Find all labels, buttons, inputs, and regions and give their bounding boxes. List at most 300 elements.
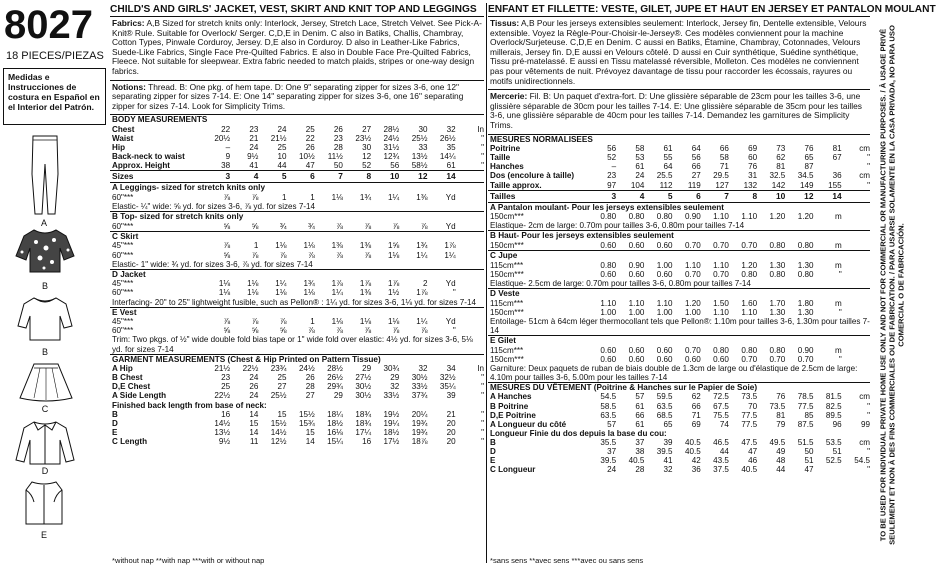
notion-note: Elastic- ¼" wide: ⅝ yd. for sizes 3-6, ⅞ yd. for sizes 7-14 [112, 202, 316, 212]
cell-value: 21 [446, 409, 456, 419]
english-column [110, 3, 484, 565]
size-value: 10 [757, 190, 785, 202]
cell-value: m [834, 345, 842, 355]
garment-measurement-row [110, 364, 484, 373]
column-divider [486, 3, 487, 563]
cell-value: 1⅞ [388, 279, 400, 289]
size-value: 12 [399, 171, 427, 183]
cell-value: 58 [635, 144, 645, 154]
cell-value: 52 [362, 161, 372, 171]
cell-value: 32½ [439, 373, 456, 383]
cell-value: " [867, 401, 870, 411]
cell-value: 41 [663, 456, 673, 466]
finished-length-row [488, 447, 870, 456]
cell-value: ¾ [279, 221, 287, 231]
cell-value: 40.5 [741, 465, 758, 475]
cell-value: 23 [249, 124, 259, 134]
yardage-row [110, 251, 484, 260]
cell-value: 1¾ [416, 241, 428, 251]
cell-value: 0.60 [600, 345, 617, 355]
cell-value: 1.00 [656, 307, 673, 317]
cell-value: 127 [715, 180, 729, 190]
row-label: D,E Poitrine [490, 410, 536, 420]
figure-label-d: D [41, 466, 49, 476]
cell-value: " [481, 418, 484, 428]
cell-value: 52.5 [825, 456, 842, 466]
cell-value: 89.5 [825, 410, 842, 420]
cell-value: ⅞ [420, 326, 428, 336]
cell-value: 20 [446, 427, 456, 437]
cell-value: 18½ [327, 418, 343, 428]
yardage-row [488, 261, 870, 270]
view-yardage-heading: C Skirt [110, 231, 484, 242]
english-tables [110, 114, 484, 446]
cell-value: " [481, 436, 484, 446]
cell-value: – [611, 162, 617, 172]
cell-value: In [477, 124, 484, 134]
cell-value: 21½ [270, 134, 287, 144]
cell-value: 13½ [411, 152, 428, 162]
cell-value: 0.80 [797, 269, 814, 279]
cell-value: 22 [221, 124, 231, 134]
cell-value: Yd [445, 317, 456, 327]
cell-value: 1¼ [331, 288, 343, 298]
cell-value: 52 [607, 153, 617, 163]
garment-measurement-row [488, 420, 870, 429]
cell-value: 0.70 [797, 354, 814, 364]
row-label: D [112, 418, 118, 428]
cell-value: 81 [776, 410, 786, 420]
cell-value: 56 [607, 144, 617, 154]
yardage-table [488, 261, 870, 279]
size-value: 5 [644, 190, 672, 202]
cell-value [814, 162, 842, 171]
cell-value: 1⅜ [359, 288, 372, 298]
body-measurements-heading: BODY MEASUREMENTS [110, 114, 484, 125]
cell-value: 32 [663, 465, 673, 475]
cell-value: 56 [691, 153, 701, 163]
cell-value: 66 [719, 144, 729, 154]
view-yardage-heading: E Vest [110, 307, 484, 318]
cell-value: 69 [691, 419, 701, 429]
row-label: 60"*** [112, 193, 134, 202]
cell-value: ⅝ [223, 326, 231, 336]
view-yardage-heading: A Leggings- sized for stretch knits only [112, 183, 266, 193]
sizes-label: Tailles [488, 190, 588, 202]
cell-value: 0.90 [684, 212, 701, 222]
cell-value: 21½ [214, 364, 231, 374]
cell-value: 28½ [383, 124, 400, 134]
jacket-figure [14, 420, 76, 466]
cell-value: 15¼ [327, 436, 343, 446]
cell-value: " [481, 373, 484, 383]
cell-value: 155 [828, 180, 842, 190]
row-label: 45"*** [112, 279, 134, 289]
cell-value: 66 [691, 162, 701, 172]
cell-value: 30½ [411, 373, 428, 383]
cell-value: 87 [804, 162, 814, 172]
cell-value: 61 [446, 161, 456, 171]
finished-length-row [110, 428, 484, 437]
french-nap-legend: *sans sens **avec sens ***avec ou sans sens [490, 556, 644, 565]
cell-value: 23¾ [270, 364, 287, 374]
row-label: Hanches [490, 162, 524, 172]
cell-value: ⅞ [420, 221, 428, 231]
cell-value: ⅝ [279, 326, 287, 336]
cell-value: 44 [719, 447, 729, 457]
cell-value: 33½ [411, 382, 428, 392]
cell-value: ⅞ [223, 317, 231, 327]
cell-value: 0.60 [656, 269, 673, 279]
view-yardage-heading: E Gilet [488, 335, 870, 346]
cell-value: 61 [635, 419, 645, 429]
cell-value: 27 [362, 124, 372, 134]
cell-value: ⅞ [279, 250, 287, 260]
cell-value: 0.60 [628, 354, 645, 364]
cell-value: 15 [277, 409, 287, 419]
row-label: 150cm*** [490, 307, 524, 317]
cell-value: 20 [446, 418, 456, 428]
cell-value: 1⅛ [303, 288, 315, 298]
cell-value: 47 [305, 161, 315, 171]
cell-value: 132 [743, 180, 758, 190]
cell-value: 0.60 [684, 354, 701, 364]
size-value: 3 [202, 171, 230, 183]
cell-value: 0.70 [684, 269, 701, 279]
garment-measurements-table [488, 392, 870, 428]
cell-value: 20¼ [411, 409, 428, 419]
row-label: 60"*** [112, 326, 134, 336]
body-measurement-row [488, 171, 870, 180]
cell-value: Yd [445, 193, 456, 202]
left-panel [0, 0, 108, 571]
cell-value: 1.20 [769, 212, 786, 222]
cell-value: 26 [333, 124, 343, 134]
cell-value: 10½ [298, 152, 315, 162]
cell-value: 18¾ [355, 418, 372, 428]
cell-value: 16 [221, 409, 231, 419]
cell-value: 58.5 [600, 401, 617, 411]
cell-value: 25½ [411, 134, 428, 144]
cell-value: cm [859, 144, 870, 154]
cell-value: 1¾ [359, 193, 372, 202]
cell-value: 65 [663, 419, 673, 429]
cell-value: 24 [249, 373, 259, 383]
cell-value: 14 [249, 427, 259, 437]
cell-value: ⅞ [392, 221, 400, 231]
size-value: 7 [701, 190, 729, 202]
size-value: 4 [616, 190, 644, 202]
cell-value: 30½ [355, 382, 372, 392]
garment-measurements-heading: GARMENT MEASUREMENTS (Chest & Hip Printed on Pattern Tissue) [110, 354, 484, 365]
cell-value: 25.5 [656, 171, 673, 181]
cell-value: 29 [390, 373, 400, 383]
cell-value: 0.60 [656, 345, 673, 355]
row-label: D,E Chest [112, 382, 151, 392]
cell-value: 0.80 [769, 240, 786, 250]
cell-value: 11½ [327, 152, 343, 162]
figure-label-b1: B [41, 281, 48, 291]
cell-value: 0.70 [713, 269, 729, 279]
cell-value: 66 [635, 410, 645, 420]
size-value: 14 [814, 190, 842, 202]
body-measurement-row [488, 162, 870, 171]
row-label: 45"*** [112, 317, 134, 327]
garment-measurement-row [110, 382, 484, 391]
figure-label-a: A [40, 218, 47, 228]
cell-value: 81 [776, 162, 786, 172]
cell-value: ⅝ [251, 221, 259, 231]
spanish-instructions-note: Medidas e Instrucciones de costura en Español en el Interior del Patrón. [3, 68, 106, 125]
finished-length-row [110, 437, 484, 446]
cell-value: 42 [691, 456, 701, 466]
finished-length-table [488, 438, 870, 474]
cell-value: 54.5 [600, 392, 617, 402]
row-label: A Longueur du côté [490, 419, 567, 429]
cell-value: 15 [305, 427, 315, 437]
cell-value: 43.5 [713, 456, 729, 466]
cell-value: 78.5 [797, 392, 814, 402]
cell-value: 142 [771, 180, 786, 190]
cell-value: 1⅞ [416, 288, 428, 298]
notion-note: Elastique- 2.5cm de large: 0.70m pour tailles 3-6, 0.80m pour tailles 7-14 [490, 278, 751, 288]
size-value: 5 [258, 171, 286, 183]
cell-value: 71 [691, 410, 701, 420]
cell-value: 64 [691, 144, 701, 154]
cell-value: 1⅛ [275, 241, 287, 251]
cell-value: 44 [776, 465, 786, 475]
row-label: B Chest [112, 373, 143, 383]
size-value: 7 [315, 171, 343, 183]
yardage-table [488, 241, 870, 250]
cell-value: 26 [305, 373, 315, 383]
cell-value: 34 [446, 364, 456, 374]
english-fabrics: Fabrics: A,B Sized for stretch knits only: Interlock, Jersey, Stretch Lace, Stretch Velvet. See Pick-A-Knit® Rule. Suitable for Overlock/ Serger. C,D,E in Denim. C also in Batiks, Challis, Chambray, Cotton Types, Pinwale Corduroy, Jersey. D,E also in Corduroy. D also in Leather-Like Fabrics, Suede-Like Fabrics, Single Face Pre-Quilted Fabrics. E also in Double Face Pre-Quilted Fabrics, Fleece. Not suitable for sleepwear. Extra fabric needed to match plaids, stripes or one-way design fabrics. [110, 17, 484, 81]
notion-note: Trim: Two pkgs. of ½" wide double fold bias tape or 1" wide fold over elastic: 4½ yd. for sizes 3-6, 5⅛ yd. for sizes 7-14 [112, 335, 473, 354]
cell-value: 0.80 [797, 240, 814, 250]
cell-value: 0.70 [769, 354, 786, 364]
yardage-row [488, 346, 870, 355]
cell-value: 0.80 [600, 212, 617, 222]
cell-value: 1⅞ [359, 279, 372, 289]
pieces-count: 18 PIECES/PIEZAS [6, 50, 104, 62]
body-measurement-row [110, 125, 484, 134]
cell-value: 1⅛ [247, 288, 259, 298]
view-yardage-heading: B Haut- Pour les jerseys extensibles seulement [488, 230, 870, 241]
yardage-table [488, 346, 870, 364]
yardage-table [110, 279, 484, 297]
cell-value: 51.5 [797, 437, 814, 447]
size-value [842, 190, 870, 202]
cell-value: 24 [249, 143, 259, 153]
cell-value: 18¾ [355, 409, 372, 419]
cell-value: In [477, 364, 484, 374]
cell-value: 40.5 [684, 447, 701, 457]
cell-value: ⅞ [307, 250, 315, 260]
row-label: Hip [112, 143, 126, 153]
cell-value: 1.10 [656, 298, 673, 308]
cell-value: 1¼ [416, 317, 428, 327]
cell-value: " [481, 143, 484, 153]
cell-value: 22½ [214, 391, 231, 401]
cell-value: 1.00 [684, 307, 701, 317]
cell-value: 25 [221, 382, 231, 392]
cell-value: 41 [249, 161, 259, 171]
cell-value: 15½ [298, 409, 315, 419]
sizes-table [488, 190, 870, 203]
cell-value: 1⅛ [388, 250, 400, 260]
cell-value: ⅞ [251, 193, 259, 202]
size-value: 3 [588, 190, 616, 202]
cell-value: 74 [719, 419, 729, 429]
cell-value: 85 [804, 410, 814, 420]
cell-value: 62 [776, 153, 786, 163]
cell-value: m [834, 260, 842, 270]
finished-length-heading: Longueur Finie du dos depuis la base du cou: [490, 428, 667, 438]
cell-value: 46 [748, 456, 758, 466]
cell-value: 38 [221, 161, 231, 171]
cell-value: 22½ [242, 364, 259, 374]
cell-value: 22 [305, 134, 315, 144]
cell-value: 24 [249, 391, 259, 401]
cell-value: 1.20 [684, 298, 701, 308]
cell-value: 18¼ [327, 409, 343, 419]
cell-value: 20½ [214, 134, 231, 144]
cell-value: 1½ [388, 288, 400, 298]
cell-value: 104 [630, 180, 645, 190]
size-value: 8 [729, 190, 757, 202]
cell-value: 35¼ [439, 382, 456, 392]
sizes-table [110, 170, 484, 183]
yardage-row [488, 299, 870, 308]
english-title: CHILD'S AND GIRLS' JACKET, VEST, SKIRT AND KNIT TOP AND LEGGINGS [110, 3, 484, 17]
cell-value: 47 [748, 447, 758, 457]
cell-value: 28 [635, 465, 645, 475]
size-value: 8 [343, 171, 371, 183]
cell-value: 0.70 [684, 345, 701, 355]
cell-value: 58 [719, 153, 729, 163]
cell-value: 1.70 [769, 298, 786, 308]
cell-value: 1⅛ [388, 317, 400, 327]
cell-value: 39 [446, 391, 456, 401]
cell-value: 29 [333, 391, 343, 401]
cell-value: " [452, 326, 456, 336]
cell-value: 17¼ [355, 427, 372, 437]
yardage-row [110, 241, 484, 250]
yardage-table [488, 299, 870, 317]
cell-value: 31½ [383, 143, 400, 153]
row-label: C Length [112, 436, 148, 446]
cell-value: " [867, 180, 870, 190]
cell-value: ⅞ [307, 326, 315, 336]
cell-value: 0.80 [713, 345, 729, 355]
view-yardage-heading: A Pantalon moulant- Pour les jerseys extensibles seulement [490, 202, 725, 212]
cell-value: 0.80 [628, 212, 645, 222]
cell-value: 1.20 [741, 260, 758, 270]
cell-value: 0.80 [741, 345, 758, 355]
cell-value: 0.70 [741, 240, 758, 250]
row-label: Approx. Height [112, 161, 171, 171]
cell-value: 0.90 [628, 260, 645, 270]
cell-value: 1⅞ [331, 279, 343, 289]
french-title: ENFANT ET FILLETTE: VESTE, GILET, JUPE ET HAUT EN JERSEY ET PANTALON MOULANT [488, 4, 936, 15]
cell-value: 0.70 [684, 240, 701, 250]
cell-value: 67 [832, 153, 842, 163]
cell-value: 12¾ [383, 152, 400, 162]
notion-note: Interfacing- 20" to 25" lightweight fusible, such as Pellon® : 1¼ yd. for sizes 3-6, 1⅛ yd. for sizes 7-14 [112, 297, 476, 307]
row-label: 115cm*** [490, 298, 524, 308]
cell-value: 73.5 [769, 401, 786, 411]
cell-value: 1¼ [416, 250, 428, 260]
cell-value: 35.5 [600, 437, 617, 447]
cell-value: 39.5 [656, 447, 673, 457]
cell-value: 19¾ [411, 427, 428, 437]
french-fabrics: Tissus: A,B Pour les jerseys extensibles seulement: Interlock, Jersey fin, Dentelle extensible, Velours extensible. Voyez la Règle-Pour-Choisir-le-Jersey®. Ces modèles conviennent pour la machine Overlock/Surjeteuse. C,D,E en Denim. C aussi en Batiks, Étamine, Chambray, Cotonnades, Velours millerais, Jersey fin. D,E aussi en Velours côtelé. D aussi en Cuir synthétique, Suédine synthétique, Tissu pré-matelassé. E aussi en Tissu matelassé réversible, Molleton. Ces modèles ne conviennent pas pour vêtements de nuit. Prévoyez davantage de tissu pour raccorder les écossais, rayures ou motifs unidirectionnels. [488, 17, 870, 90]
cell-value: 1.10 [600, 298, 617, 308]
cell-value: 25 [305, 124, 315, 134]
row-label: Chest [112, 124, 135, 134]
cell-value: ⅞ [251, 250, 259, 260]
yardage-row [110, 279, 484, 288]
garment-measurement-row [110, 373, 484, 382]
cell-value: ⅞ [251, 317, 259, 327]
cell-value: " [867, 162, 870, 172]
cell-value: ⅞ [336, 221, 343, 231]
cell-value: 35 [446, 143, 456, 153]
cell-value: 23½ [355, 134, 372, 144]
cell-value: 36 [832, 171, 842, 181]
cell-value: 0.90 [797, 345, 814, 355]
finished-length-table [110, 410, 484, 446]
cell-value: 19¼ [383, 418, 400, 428]
cell-value: ⅞ [223, 193, 231, 202]
cell-value: 66 [691, 401, 701, 411]
cell-value: 9½ [218, 436, 231, 446]
yardage-table [488, 212, 870, 221]
cell-value: 1.00 [600, 307, 617, 317]
row-label: A Side Length [112, 391, 167, 401]
cell-value: 71 [719, 162, 729, 172]
cell-value: ⅞ [279, 317, 287, 327]
cell-value: 26½ [439, 134, 456, 144]
cell-value: 0.60 [628, 240, 645, 250]
cell-value: 0.80 [769, 269, 786, 279]
row-label: C Longueur [490, 465, 536, 475]
cell-value: 24½ [298, 364, 315, 374]
cell-value: 12 [362, 152, 372, 162]
cell-value: 1 [310, 317, 315, 327]
cell-value: 18½ [383, 427, 400, 437]
cell-value: 28 [305, 382, 315, 392]
cell-value: 28 [333, 143, 343, 153]
cell-value: 30½ [355, 391, 372, 401]
cell-value: 81 [832, 144, 842, 154]
cell-value: 53.5 [825, 437, 842, 447]
cell-value: ⅞ [364, 221, 372, 231]
cell-value: 1⅞ [444, 241, 456, 251]
cell-value: 70 [748, 401, 758, 411]
cell-value: 69 [748, 144, 758, 154]
cell-value: 63.5 [600, 410, 617, 420]
cell-value: 44 [277, 161, 287, 171]
cell-value: 53 [635, 153, 645, 163]
cell-value: " [838, 269, 842, 279]
cell-value: 30 [418, 124, 428, 134]
cell-value: 62 [691, 392, 701, 402]
cell-value: ⅞ [336, 326, 343, 336]
cell-value: ⅞ [392, 326, 400, 336]
cell-value: ⅞ [364, 250, 372, 260]
